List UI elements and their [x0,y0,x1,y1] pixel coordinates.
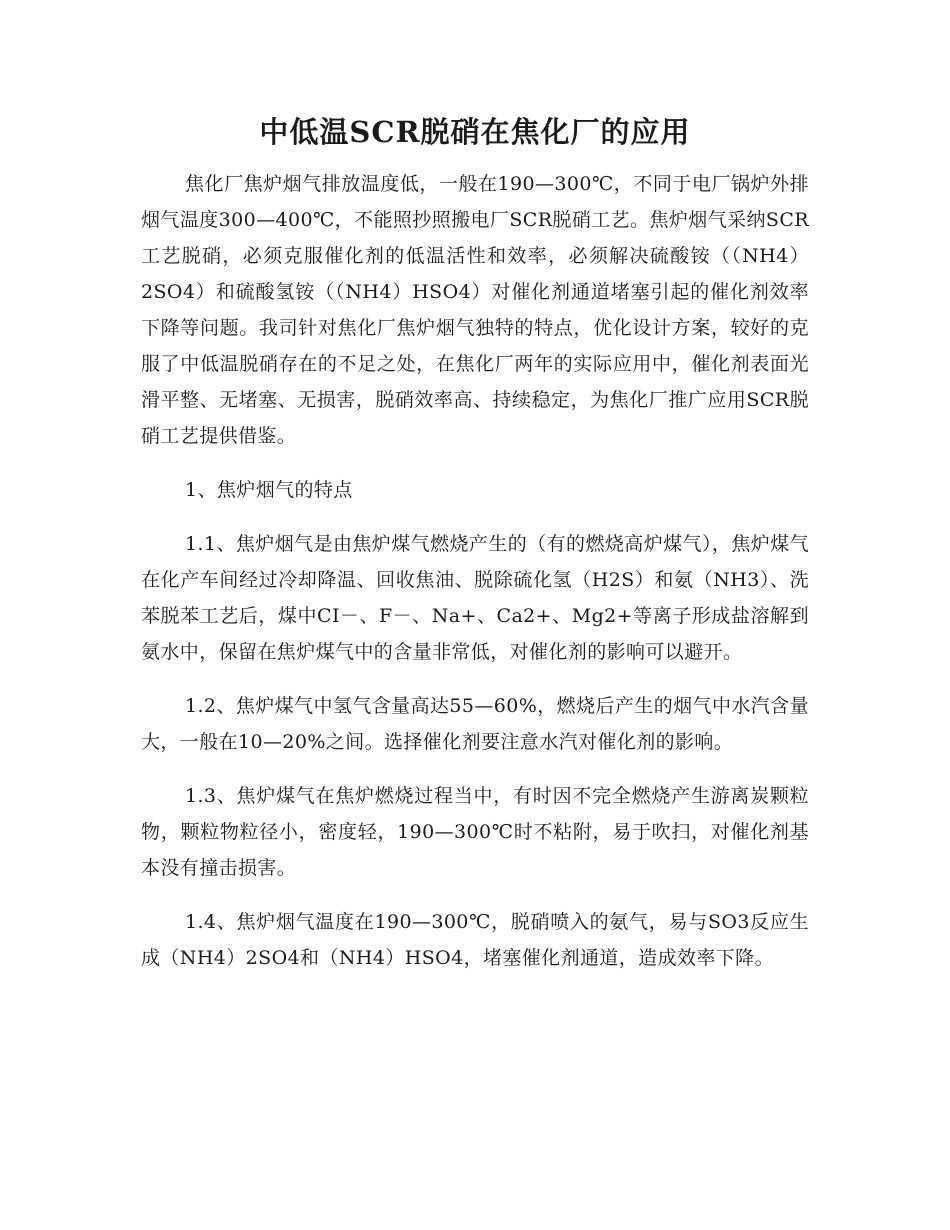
paragraph-1-2: 1.2、焦炉煤气中氢气含量高达55—60%，燃烧后产生的烟气中水汽含量大，一般在10—20%之间。选择催化剂要注意水汽对催化剂的影响。 [141,695,809,753]
paragraph-1-3: 1.3、焦炉煤气在焦炉燃烧过程当中，有时因不完全燃烧产生游离炭颗粒物，颗粒物粒径小，密度轻，190—300℃时不粘附，易于吹扫，对催化剂基本没有撞击损害。 [141,785,809,879]
document-title: 中低温SCR脱硝在焦化厂的应用 [259,115,691,149]
document-body [141,166,809,976]
intro-paragraph: 焦化厂焦炉烟气排放温度低，一般在190—300℃，不同于电厂锅炉外排烟气温度300—400℃，不能照抄照搬电厂SCR脱硝工艺。焦炉烟气采纳SCR工艺脱硝，必须克服催化剂的低温活性和效率，必须解决硫酸铵（（NH4）2SO4）和硫酸氢铵（（NH4）HSO4）对催化剂通道堵塞引起的催化剂效率下降等问题。我司针对焦化厂焦炉烟气独特的特点，优化设计方案，较好的克服了中低温脱硝存在的不足之处，在焦化厂两年的实际应用中，催化剂表面光滑平整、无堵塞、无损害，脱硝效率高、持续稳定，为焦化厂推广应用SCR脱硝工艺提供借鉴。 [141,173,809,447]
paragraph-1-4: 1.4、焦炉烟气温度在190—300℃，脱硝喷入的氨气，易与SO3反应生成（NH4）2SO4和（NH4）HSO4，堵塞催化剂通道，造成效率下降。 [141,911,809,969]
section-heading: 1、焦炉烟气的特点 [185,479,353,501]
paragraph-1-1: 1.1、焦炉烟气是由焦炉煤气燃烧产生的（有的燃烧高炉煤气），焦炉煤气在化产车间经过冷却降温、回收焦油、脱除硫化氢（H2S）和氨（NH3）、洗苯脱苯工艺后，煤中CI－、F－、Na+、Ca2+、Mg2+等离子形成盐溶解到氨水中，保留在焦炉煤气中的含量非常低，对催化剂的影响可以避开。 [141,533,809,663]
